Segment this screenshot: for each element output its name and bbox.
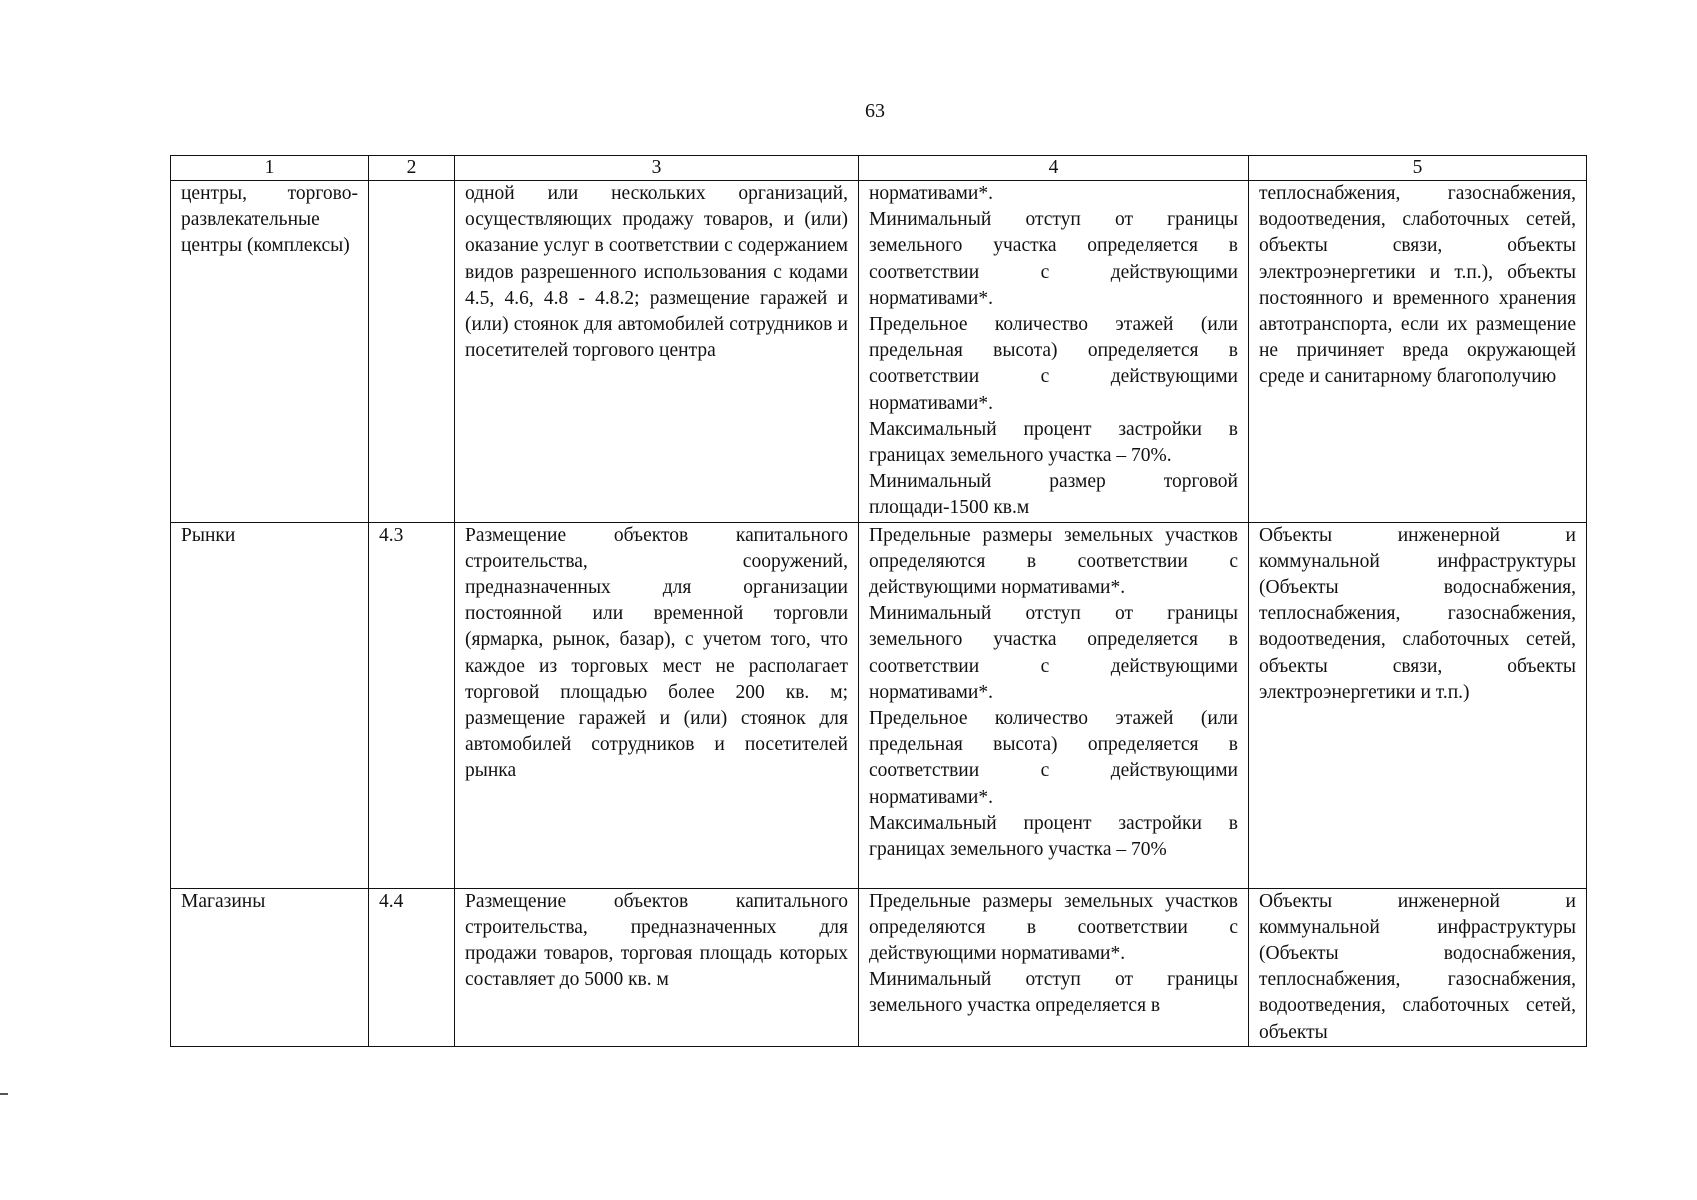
parameters-cell: Предельные размеры земельных участков определяются в соответствии с действующими нормативами*. Минимальный отступ от границы земельного участка определяется в xyxy=(859,888,1249,1046)
header-cell-3: 3 xyxy=(455,156,859,181)
table-header-row xyxy=(171,156,1587,181)
scan-margin-mark xyxy=(0,1093,8,1095)
table-row xyxy=(171,181,1587,523)
header-cell-1: 1 xyxy=(171,156,369,181)
use-code-cell: 4.3 xyxy=(369,522,455,888)
table-row xyxy=(171,888,1587,1046)
auxiliary-uses-cell: Объекты инженерной и коммунальной инфраструктуры (Объекты водоснабжения, теплоснабжения, газоснабжения, водоотведения, слаботочных сетей, объекты xyxy=(1249,888,1587,1046)
use-code-cell: 4.4 xyxy=(369,888,455,1046)
use-description-cell: одной или нескольких организаций, осуществляющих продажу товаров, и (или) оказание услуг в соответствии с содержанием видов разрешенного использования с кодами 4.5, 4.6, 4.8 - 4.8.2; размещение гаражей и (или) стоянок для автомобилей сотрудников и посетителей торгового центра xyxy=(455,181,859,523)
use-type-cell: Магазины xyxy=(171,888,369,1046)
header-cell-5: 5 xyxy=(1249,156,1587,181)
parameters-cell: нормативами*. Минимальный отступ от границы земельного участка определяется в соответствии с действующими нормативами*. Предельное количество этажей (или предельная высота) определяется в соответствии с действующими нормативами*. Максимальный процент застройки в границах земельного участка – 70%. Минимальный размер торговой площади-1500 кв.м xyxy=(859,181,1249,523)
use-type-cell: центры, торгово-развлекательные центры (комплексы) xyxy=(171,181,369,523)
header-cell-4: 4 xyxy=(859,156,1249,181)
use-code-cell xyxy=(369,181,455,523)
use-description-cell: Размещение объектов капитального строительства, предназначенных для продажи товаров, торговая площадь которых составляет до 5000 кв. м xyxy=(455,888,859,1046)
auxiliary-uses-cell: Объекты инженерной и коммунальной инфраструктуры (Объекты водоснабжения, теплоснабжения, газоснабжения, водоотведения, слаботочных сетей, объекты связи, объекты электроэнергетики и т.п.) xyxy=(1249,522,1587,888)
use-type-cell: Рынки xyxy=(171,522,369,888)
header-cell-2: 2 xyxy=(369,156,455,181)
use-description-cell: Размещение объектов капитального строительства, сооружений, предназначенных для организации постоянной или временной торговли (ярмарка, рынок, базар), с учетом того, что каждое из торговых мест не располагает торговой площадью более 200 кв. м; размещение гаражей и (или) стоянок для автомобилей сотрудников и посетителей рынка xyxy=(455,522,859,888)
auxiliary-uses-cell: теплоснабжения, газоснабжения, водоотведения, слаботочных сетей, объекты связи, объекты электроэнергетики и т.п.), объекты постоянного и временного хранения автотранспорта, если их размещение не причиняет вреда окружающей среде и санитарному благополучию xyxy=(1249,181,1587,523)
parameters-cell: Предельные размеры земельных участков определяются в соответствии с действующими нормативами*. Минимальный отступ от границы земельного участка определяется в соответствии с действующими нормативами*. Предельное количество этажей (или предельная высота) определяется в соответствии с действующими нормативами*. Максимальный процент застройки в границах земельного участка – 70% xyxy=(859,522,1249,888)
table-row xyxy=(171,522,1587,888)
page-number: 63 xyxy=(865,100,885,122)
land-use-table xyxy=(170,155,1587,1047)
